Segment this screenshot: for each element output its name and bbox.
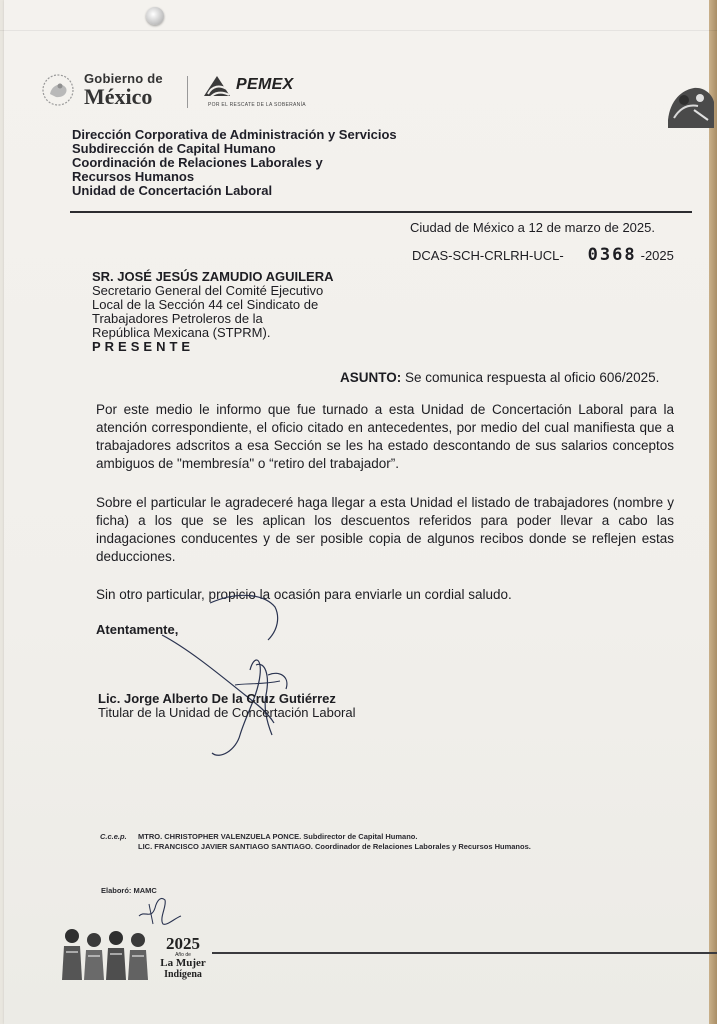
pemex-eagle-icon (202, 72, 232, 102)
elaboro: Elaboró: MAMC (101, 886, 157, 895)
footer-ano-de: Año de (175, 952, 191, 958)
footer-year-block (158, 935, 208, 980)
signer-block (98, 692, 356, 720)
folio-stamp-number: 0368 (587, 245, 637, 265)
signer-title: Titular de la Unidad de Concertación Laboral (98, 705, 356, 720)
indigenous-figures-emblem-icon (664, 80, 716, 132)
department-line: Recursos Humanos (72, 169, 195, 184)
recipient-name: SR. JOSÉ JESÚS ZAMUDIO AGUILERA (92, 269, 334, 284)
asunto-label: ASUNTO: (340, 370, 402, 385)
footer-rule (212, 952, 717, 954)
pemex-name: PEMEX (236, 76, 294, 93)
ccp-block (100, 832, 531, 852)
folio-prefix: DCAS-SCH-CRLRH-UCL- (412, 248, 564, 263)
department-block (72, 128, 397, 198)
ccp-line: MTRO. CHRISTOPHER VALENZUELA PONCE. Subdirector de Capital Humano. (138, 832, 418, 841)
footer-indigena: Indígena (164, 969, 202, 980)
folio-suffix: -2025 (640, 248, 674, 263)
body-paragraph-3: Sin otro particular, propicio la ocasión para enviarle un cordial saludo. (96, 587, 512, 602)
push-pin-icon (146, 7, 164, 25)
recipient-line: República Mexicana (STPRM). (92, 325, 271, 340)
body-paragraph-1: Por este medio le informo que fue turnado a esta Unidad de Concertación Laboral para la atención correspondiente, el oficio citado en antecedentes, por medio del cual manifiesta que a trabajadores adscritos a esa Sección se les ha estado descontando de sus salarios conceptos ambiguos de "membresía" o “retiro del trabajador”. (96, 402, 674, 471)
recipient-line: Local de la Sección 44 cel Sindicato de (92, 297, 319, 312)
paper-crease (0, 30, 717, 31)
department-line: Unidad de Concertación Laboral (72, 183, 273, 198)
gobierno-line2: México (84, 84, 153, 109)
recipient-line: Trabajadores Petroleros de la (92, 311, 263, 326)
presente: PRESENTE (92, 339, 195, 354)
signer-name: Lic. Jorge Alberto De la Cruz Gutiérrez (98, 691, 336, 706)
footer-la-mujer: La Mujer (160, 957, 206, 969)
footer-year: 2025 (166, 934, 200, 953)
mexico-seal-icon (38, 72, 78, 108)
handwritten-signature (150, 585, 320, 765)
recipient-block (92, 270, 334, 354)
folio-number (412, 245, 674, 265)
asunto-line (340, 370, 659, 385)
indigenous-women-illustration (56, 922, 156, 982)
gobierno-de-mexico-logo (38, 72, 163, 108)
ccp-label: C.c.e.p. (100, 832, 127, 841)
pemex-tagline: POR EL RESCATE DE LA SOBERANÍA (208, 102, 306, 108)
pemex-logo (202, 72, 306, 108)
department-line: Coordinación de Relaciones Laborales y (72, 155, 323, 170)
header-rule (70, 211, 692, 213)
logo-divider (187, 76, 188, 108)
body-paragraph-2: Sobre el particular le agradeceré haga llegar a esta Unidad el listado de trabajadores (nombre y ficha) a los que se les aplican los descuentos referidos para poder llevar a cabo las indagaciones conducentes y de ser posible copia de algunos recibos donde se reflejen estas deducciones. (96, 495, 674, 564)
department-line: Dirección Corporativa de Administración y Servicios (72, 127, 397, 142)
closing: Atentamente, (96, 622, 179, 637)
department-line: Subdirección de Capital Humano (72, 141, 276, 156)
gobierno-line1: Gobierno de (84, 71, 163, 86)
ccp-line: LIC. FRANCISCO JAVIER SANTIAGO SANTIAGO. Coordinador de Relaciones Laborales y Recursos Humanos. (138, 842, 531, 851)
board-edge (709, 0, 717, 1024)
place-date: Ciudad de México a 12 de marzo de 2025. (410, 220, 655, 235)
asunto-text: Se comunica respuesta al oficio 606/2025. (401, 370, 660, 385)
recipient-line: Secretario General del Comité Ejecutivo (92, 283, 324, 298)
